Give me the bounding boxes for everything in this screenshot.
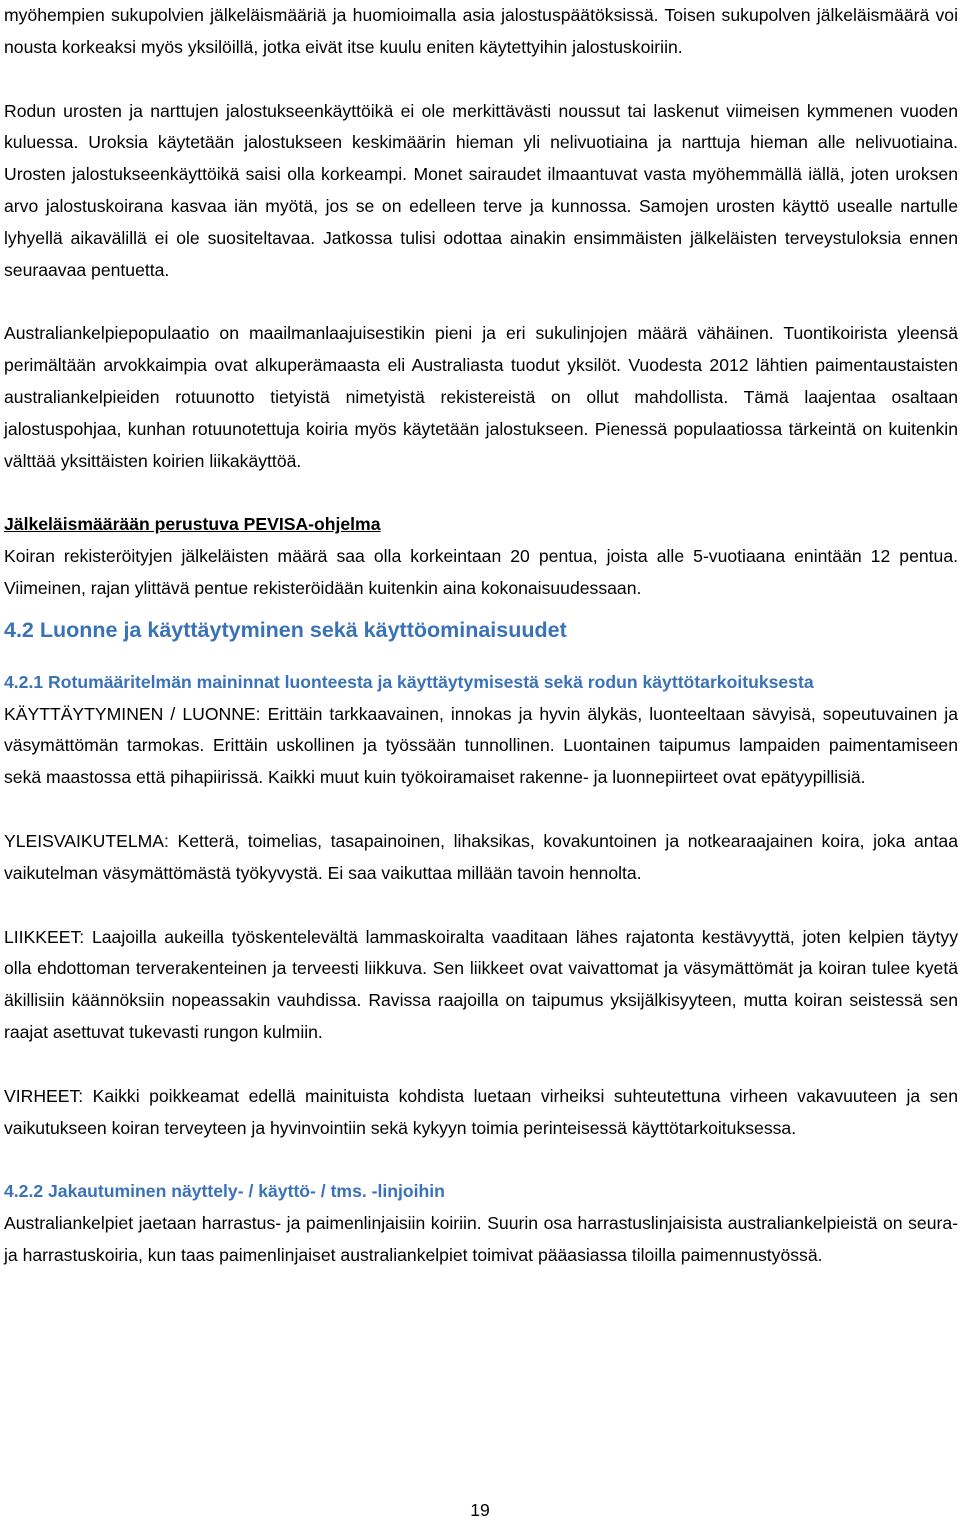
page-number: 19 xyxy=(470,1500,490,1520)
paragraph-general-appearance: YLEISVAIKUTELMA: Ketterä, toimelias, tasapainoinen, lihaksikas, kovakuntoinen ja notkearaajainen koira, joka antaa vaikutelman väsymättömästä työkyvystä. Ei saa vaikuttaa millään tavoin hennolta. xyxy=(4,830,958,883)
heading-pevisa: Jälkeläismäärään perustuva PEVISA-ohjelma xyxy=(4,514,381,535)
paragraph-pevisa: Koiran rekisteröityjen jälkeläisten määrä saa olla korkeintaan 20 pentua, joista alle 5-vuotiaana enintään 12 pentua. Viimeinen, rajan ylittävä pentue rekisteröidään kuitenkin aina kokonaisuudessaan. xyxy=(4,546,958,598)
paragraph-behaviour: KÄYTTÄYTYMINEN / LUONNE: Erittäin tarkkaavainen, innokas ja hyvin älykäs, luonteeltaan sävyisä, sopeutuvainen ja väsymättömän tarmokas. Erittäin uskollinen ja työssään tunnollinen. Luontainen taipumus lampaiden paimentamiseen sekä maastossa että pihapiirissä. Kaikki muut kuin työkoiramaiset rakenne- ja luonnepiirteet ovat epätyypillisiä. xyxy=(4,703,958,788)
subsection-heading-4-2-2: 4.2.2 Jakautuminen näyttely- / käyttö- / tms. -linjoihin xyxy=(4,1181,445,1202)
paragraph-faults: VIRHEET: Kaikki poikkeamat edellä mainituista kohdista luetaan virheiksi suhteutettuna virheen vakavuuteen ja sen vaikutukseen koiran terveyteen ja hyvinvointiin sekä kykyyn toimia perinteisessä käyttötarkoituksessa. xyxy=(4,1085,958,1138)
section-heading-4-2: 4.2 Luonne ja käyttäytyminen sekä käyttöominaisuudet xyxy=(4,617,567,642)
paragraph-lines: Australiankelpiet jaetaan harrastus- ja paimenlinjaisiin koiriin. Suurin osa harrastuslinjaisista australiankelpieistä on seura- ja harrastuskoiria, kun taas paimenlinjaiset australiankelpiet toimivat pääasiassa tiloilla paimennustyössä. xyxy=(4,1213,958,1265)
paragraph-movement: LIIKKEET: Laajoilla aukeilla työskentelevältä lammaskoiralta vaaditaan lähes rajatonta kestävyyttä, joten kelpien täytyy olla ehdottoman terverakenteinen ja terveesti liikkuva. Sen liikkeet ovat vaivattomat ja väsymättömät ja koiran tulee kyetä äkillisiin käännöksiin nopeassakin vauhdissa. Ravissa raajoilla on taipumus yksijälkisyyteen, mutta koiran seistessä sen raajat asettuvat tukevasti rungon kulmiin. xyxy=(4,926,958,1042)
document-page xyxy=(4,0,958,1272)
paragraph-breeding-age: Rodun urosten ja narttujen jalostukseenkäyttöikä ei ole merkittävästi noussut tai laskenut viimeisen kymmenen vuoden kuluessa. Uroksia käytetään jalostukseen keskimäärin hieman yli nelivuotiaina ja narttuja hieman alle nelivuotiaina. Urosten jalostukseenkäyttöikä saisi olla korkeampi. Monet sairaudet ilmaantuvat vasta myöhemmällä iällä, joten uroksen arvo jalostuskoirana kasvaa iän myötä, jos se on edelleen terve ja kunnossa. Samojen urosten käyttö usealle nartulle lyhyellä aikavälillä ei ole suositeltavaa. Jatkossa tulisi odottaa ainakin ensimmäisten jälkeläisten terveystuloksia ennen seuraavaa pentuetta. xyxy=(4,100,958,280)
paragraph-population: Australiankelpiepopulaatio on maailmanlaajuisestikin pieni ja eri sukulinjojen määrä vähäinen. Tuontikoirista yleensä perimältään arvokkaimpia ovat alkuperämaasta eli Australiasta tuodut yksilöt. Vuodesta 2012 lähtien paimentaustaisten australiankelpieiden rotuunotto tietyistä nimetyistä rekistereistä on ollut mahdollista. Tämä laajentaa osaltaan jalostuspohjaa, kunhan rotuunotettuja koiria myös käytetään jalostukseen. Pienessä populaatiossa tärkeintä on kuitenkin välttää yksittäisten koirien liikakäyttöä. xyxy=(4,323,958,471)
paragraph-offspring-counts: myöhempien sukupolvien jälkeläismääriä ja huomioimalla asia jalostuspäätöksissä. Toisen sukupolven jälkeläismäärä voi nousta korkeaksi myös yksilöillä, jotka eivät itse kuulu eniten käytettyihin jalostuskoiriin. xyxy=(4,5,958,57)
subsection-heading-4-2-1: 4.2.1 Rotumääritelmän maininnat luonteesta ja käyttäytymisestä sekä rodun käyttötarkoituksesta xyxy=(4,671,814,692)
